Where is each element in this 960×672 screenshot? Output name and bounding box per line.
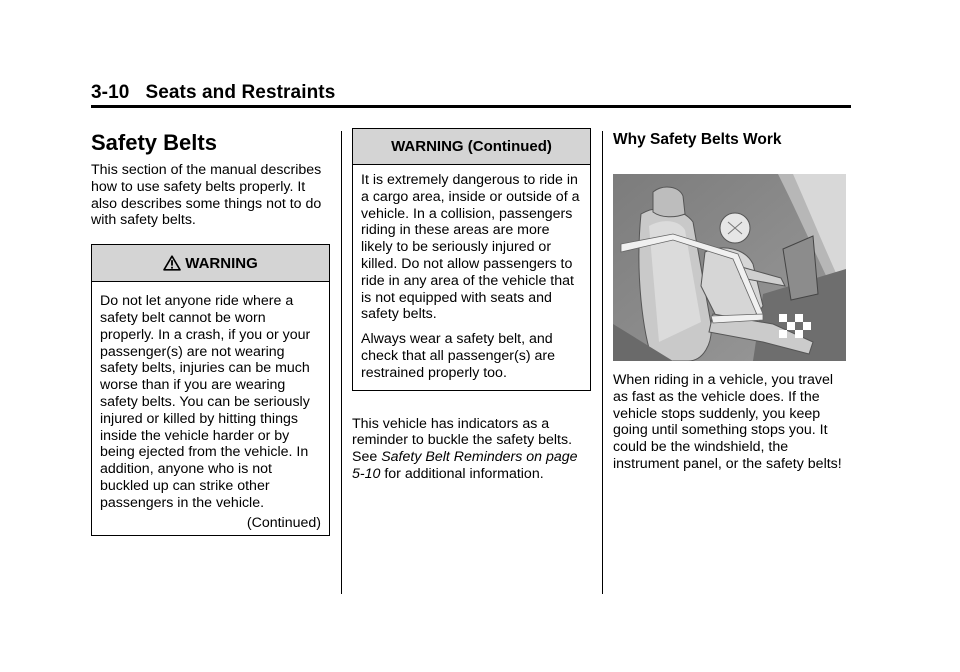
warning-continued-box (352, 128, 591, 391)
warning-text: Do not let anyone ride where a safety belt cannot be worn properly. In a crash, if you or your passenger(s) are not wearing safety belts, injuries can be much worse than if you are wearing safety belts. You can be seriously injured or killed by hitting things inside the vehicle harder or by being ejected from the vehicle. In addition, anyone who is not buckled up can strike other passengers in the vehicle. (100, 293, 311, 511)
cross-reference-link[interactable]: Safety Belt Reminders on page 5-10 (352, 449, 578, 482)
page-header (91, 82, 851, 108)
warning-label: WARNING (185, 255, 258, 273)
intro-paragraph: This section of the manual describes how to use safety belts properly. It also describes some things not to do with safety belts. (91, 162, 322, 229)
column-2 (352, 128, 591, 483)
warning-paragraph-2: Always wear a safety belt, and check that all passenger(s) are restrained properly too. (361, 331, 555, 381)
indicator-text-2: for additional information. (380, 465, 544, 482)
column-1 (91, 128, 330, 536)
warning-box (91, 244, 330, 535)
warning-paragraph-1: It is extremely dangerous to ride in a cargo area, inside or outside of a vehicle. In a collision, passengers riding in these areas are more likely to be seriously injured or killed. Do not allow passengers to ride in any area of the vehicle that is not equipped with seats and safety belts. (361, 172, 580, 323)
crash-test-dummy-seat-illustration (613, 174, 846, 361)
column-divider-1 (341, 131, 342, 594)
indicator-paragraph (352, 416, 591, 483)
warning-header (92, 245, 329, 282)
column-3 (613, 128, 851, 473)
continued-label: (Continued) (246, 514, 321, 531)
warning-triangle-icon (163, 255, 181, 271)
warning-continued-header: WARNING (Continued) (353, 129, 590, 165)
page-number: 3-10 (91, 82, 130, 103)
header-rule (91, 105, 851, 108)
chapter-title: Seats and Restraints (145, 82, 336, 103)
column-divider-2 (602, 131, 603, 594)
subsection-title: Why Safety Belts Work (613, 131, 782, 148)
warning-continued-body (353, 165, 590, 390)
section-title: Safety Belts (91, 130, 217, 155)
running-header (91, 82, 335, 104)
indicator-text-1: This vehicle has indicators as a reminder to buckle the safety belts. See (352, 415, 573, 466)
illustration-caption: When riding in a vehicle, you travel as fast as the vehicle does. If the vehicle stops suddenly, you keep going until something stops you. It could be the windshield, the instrument panel, or the safety belts! (613, 372, 842, 472)
warning-body (92, 282, 329, 534)
